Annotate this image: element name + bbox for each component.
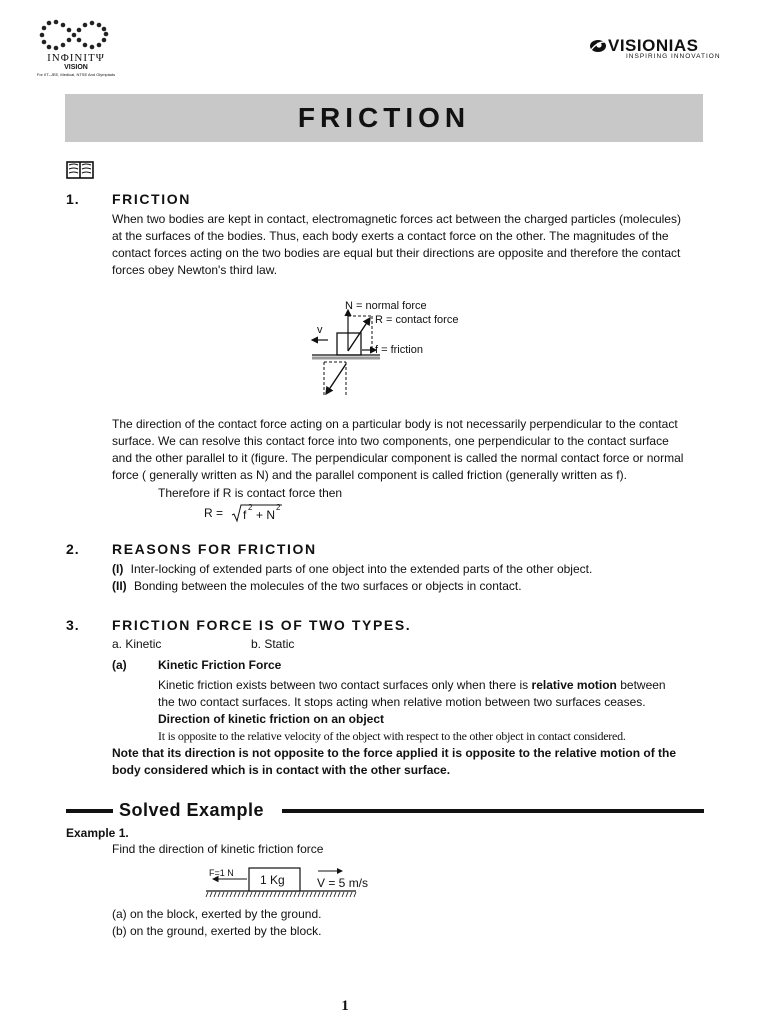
kinetic-line1	[158, 677, 708, 694]
type-kinetic: a. Kinetic	[112, 637, 162, 651]
visionias-eye-icon	[589, 38, 607, 54]
block-mass-label: 1 Kg	[260, 873, 285, 887]
infinity-vision-logo	[28, 18, 118, 80]
contact-force-formula	[204, 503, 294, 525]
example-part-b: (b) on the ground, exerted by the block.	[112, 924, 322, 938]
kinetic-line2: the two contact surfaces. It stops acting when relative motion between two surfaces ceases.	[158, 695, 646, 709]
example-question: Find the direction of kinetic friction force	[112, 842, 324, 856]
reason-text: Bonding between the molecules of the two surfaces or objects in contact.	[134, 579, 522, 593]
left-logo-name: INΦINITΨ	[47, 52, 105, 64]
text-line: forces obey Newton's third law.	[112, 263, 278, 277]
contact-force-label: R = contact force	[375, 314, 459, 326]
formula-plus-n: + N	[256, 508, 276, 522]
kinetic-line1-bold: relative motion	[531, 678, 617, 692]
normal-force-label: N = normal force	[345, 300, 427, 312]
formula-f: f	[243, 508, 247, 522]
subsection-title: Kinetic Friction Force	[158, 658, 282, 672]
direction-heading: Direction of kinetic friction on an object	[158, 712, 385, 726]
friction-label: f = friction	[375, 344, 423, 356]
kinetic-line1-post: between	[620, 678, 666, 692]
right-logo-tagline: INSPIRING INNOVATION	[626, 53, 721, 60]
text-line: When two bodies are kept in contact, electromagnetic forces act between the charged particles (molecules)	[112, 212, 681, 226]
example-label: Example 1.	[66, 826, 129, 840]
formula-lhs: R =	[204, 506, 224, 520]
visionias-logo	[589, 36, 729, 66]
page-number: 1	[341, 998, 349, 1014]
direction-text: It is opposite to the relative velocity of the object with respect to the other object in contact considered.	[158, 729, 626, 743]
applied-force-label: F=1 N	[209, 868, 234, 878]
infinity-icon	[36, 18, 112, 52]
text-line: body considered which is in contact with the other surface.	[112, 763, 451, 777]
reason-item	[112, 561, 712, 578]
text-line: surface. We can resolve this contact force into two components, one perpendicular to the contact surface	[112, 434, 669, 448]
solved-example-rule-right	[282, 809, 704, 813]
formula-exponent: 2	[276, 503, 281, 512]
contact-force-diagram	[300, 296, 480, 401]
kinetic-line1-pre: Kinetic friction exists between two contact surfaces only when there is	[158, 678, 529, 692]
solved-example-banner: Solved Example	[119, 800, 265, 820]
example-part-a: (a) on the block, exerted by the ground.	[112, 907, 322, 921]
text-line: and the other parallel to it (figure. The perpendicular component is called the normal contact force or normal	[112, 451, 684, 465]
text-line: contact forces acting on the two bodies are equal but their directions are opposite and therefore the contact	[112, 246, 681, 260]
left-logo-sub: VISION	[64, 64, 88, 71]
text-line: Note that its direction is not opposite to the force applied it is opposite to the relative motion of the	[112, 746, 677, 760]
text-line: The direction of the contact force acting on a particular body is not necessarily perpendicular to the contact	[112, 417, 678, 431]
section3-number: 3.	[66, 617, 80, 633]
open-book-icon	[66, 160, 94, 180]
reason-marker: (II)	[112, 579, 127, 593]
section3-title: FRICTION FORCE IS OF TWO TYPES.	[112, 617, 412, 633]
section1-number: 1.	[66, 191, 80, 207]
solved-example-rule-left	[66, 809, 113, 813]
reason-item	[112, 578, 712, 595]
type-static: b. Static	[251, 637, 295, 651]
section1-title: FRICTION	[112, 191, 191, 207]
section1-paragraph2	[112, 416, 712, 484]
therefore-line: Therefore if R is contact force then	[158, 486, 343, 500]
section2-title: REASONS FOR FRICTION	[112, 541, 317, 557]
subsection-marker: (a)	[112, 658, 127, 672]
reason-marker: (I)	[112, 562, 124, 576]
velocity-label: v	[317, 324, 323, 336]
reason-text: Inter-locking of extended parts of one object into the extended parts of the other object.	[130, 562, 593, 576]
formula-exponent: 2	[248, 503, 253, 512]
text-line: force ( generally written as N) and the parallel component is called friction (generally written as f).	[112, 468, 627, 482]
right-logo-name: VISIONIAS	[608, 36, 699, 55]
text-line: at the surfaces of the bodies. Thus, each body exerts a contact force on the other. The magnitudes of the	[112, 229, 669, 243]
section1-paragraph1	[112, 211, 712, 279]
block-diagram	[204, 864, 384, 904]
page-title: FRICTION	[297, 102, 471, 133]
note-paragraph	[112, 745, 712, 779]
section2-number: 2.	[66, 541, 80, 557]
title-bar	[65, 94, 703, 142]
left-logo-tagline: For IIT–JEE, Medical, NTSE And Olympiads	[36, 72, 116, 77]
velocity-label: V = 5 m/s	[317, 876, 369, 890]
